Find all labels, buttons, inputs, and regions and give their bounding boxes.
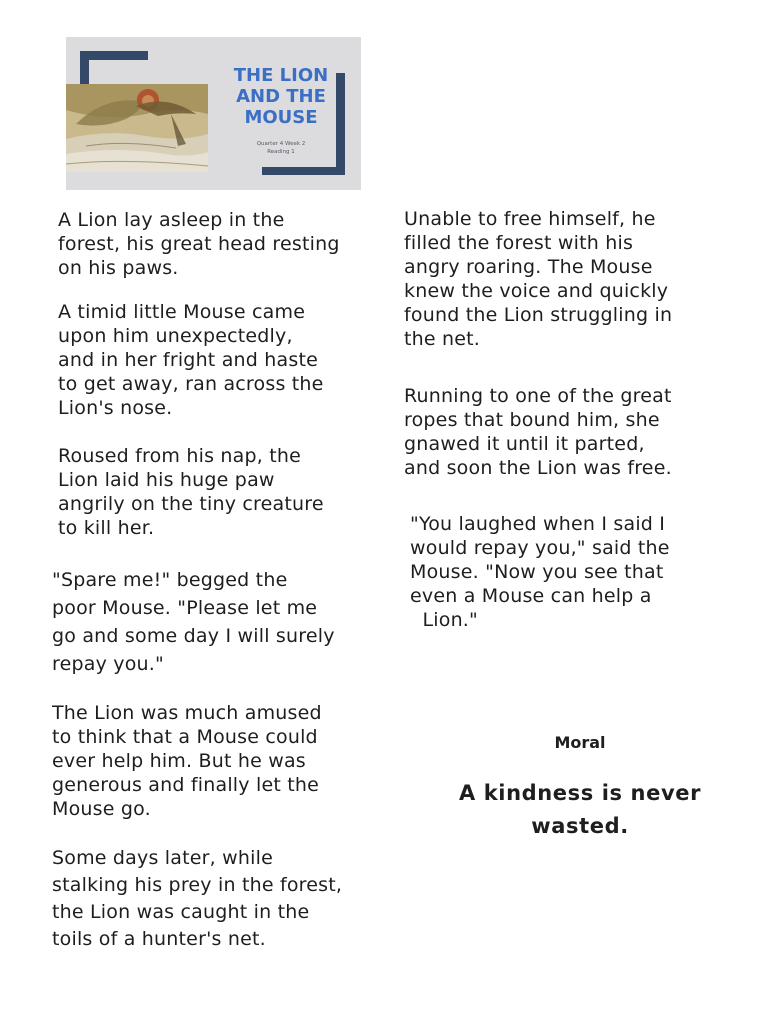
- story-paragraph: [58, 300, 324, 420]
- story-paragraph: [52, 845, 342, 953]
- story-line: upon him unexpectedly,: [58, 325, 293, 347]
- story-line: toils of a hunter's net.: [52, 928, 266, 950]
- story-line: to kill her.: [58, 517, 155, 539]
- story-line: A timid little Mouse came: [58, 301, 306, 323]
- story-line: repay you.": [52, 653, 164, 675]
- subtitle-line: Reading 1: [267, 149, 295, 155]
- story-subtitle: [236, 140, 326, 156]
- story-paragraph: [404, 384, 672, 480]
- story-paragraph: [410, 512, 670, 632]
- story-line: to get away, ran across the: [58, 373, 324, 395]
- story-line: generous and finally let the: [52, 774, 319, 796]
- story-line: Lion's nose.: [58, 397, 173, 419]
- story-line: filled the forest with his: [404, 232, 634, 254]
- story-line: the Lion was caught in the: [52, 901, 310, 923]
- title-line: AND THE: [236, 86, 326, 107]
- moral-label: Moral: [554, 733, 606, 752]
- story-line: Roused from his nap, the: [58, 445, 302, 467]
- moral-line: wasted.: [531, 814, 629, 838]
- story-line: angry roaring. The Mouse: [404, 256, 653, 278]
- story-paragraph: [58, 444, 324, 540]
- story-line: gnawed it until it parted,: [404, 433, 645, 455]
- story-line: poor Mouse. "Please let me: [52, 597, 318, 619]
- title-line: MOUSE: [244, 107, 318, 128]
- story-line: ropes that bound him, she: [404, 409, 660, 431]
- story-line: would repay you," said the: [410, 537, 670, 559]
- story-line: "You laughed when I said I: [410, 513, 666, 535]
- frame-top-bar: [80, 51, 148, 60]
- story-paragraph: [52, 701, 322, 821]
- story-line: The Lion was much amused: [52, 702, 322, 724]
- moral-line: A kindness is never: [458, 781, 702, 805]
- story-line: on his paws.: [58, 257, 179, 279]
- story-line: "Spare me!" begged the: [52, 569, 288, 591]
- frame-bottom-bar: [262, 167, 345, 175]
- story-line: and soon the Lion was free.: [404, 457, 672, 479]
- story-line: go and some day I will surely: [52, 625, 335, 647]
- story-line: Lion laid his huge paw: [58, 469, 275, 491]
- lion-illustration: [66, 84, 208, 172]
- story-paragraph: [58, 208, 340, 280]
- story-line: Some days later, while: [52, 847, 273, 869]
- title-banner: [66, 37, 361, 190]
- story-line: found the Lion struggling in: [404, 304, 673, 326]
- moral-text: [430, 777, 730, 843]
- story-line: angrily on the tiny creature: [58, 493, 324, 515]
- story-line: Running to one of the great: [404, 385, 672, 407]
- story-line: Mouse. "Now you see that: [410, 561, 664, 583]
- story-line: the net.: [404, 328, 481, 350]
- story-title: [206, 65, 356, 128]
- story-line: and in her fright and haste: [58, 349, 319, 371]
- story-line: to think that a Mouse could: [52, 726, 318, 748]
- story-paragraph: [404, 207, 672, 351]
- story-line: Lion.": [410, 609, 478, 631]
- story-line: A Lion lay asleep in the: [58, 209, 285, 231]
- title-line: THE LION: [233, 65, 329, 86]
- story-paragraph: [52, 566, 335, 678]
- subtitle-line: Quarter 4 Week 2: [256, 141, 306, 147]
- story-line: forest, his great head resting: [58, 233, 340, 255]
- story-line: Unable to free himself, he: [404, 208, 656, 230]
- story-line: ever help him. But he was: [52, 750, 306, 772]
- story-line: even a Mouse can help a: [410, 585, 652, 607]
- story-line: Mouse go.: [52, 798, 151, 820]
- story-line: stalking his prey in the forest,: [52, 874, 343, 896]
- story-line: knew the voice and quickly: [404, 280, 669, 302]
